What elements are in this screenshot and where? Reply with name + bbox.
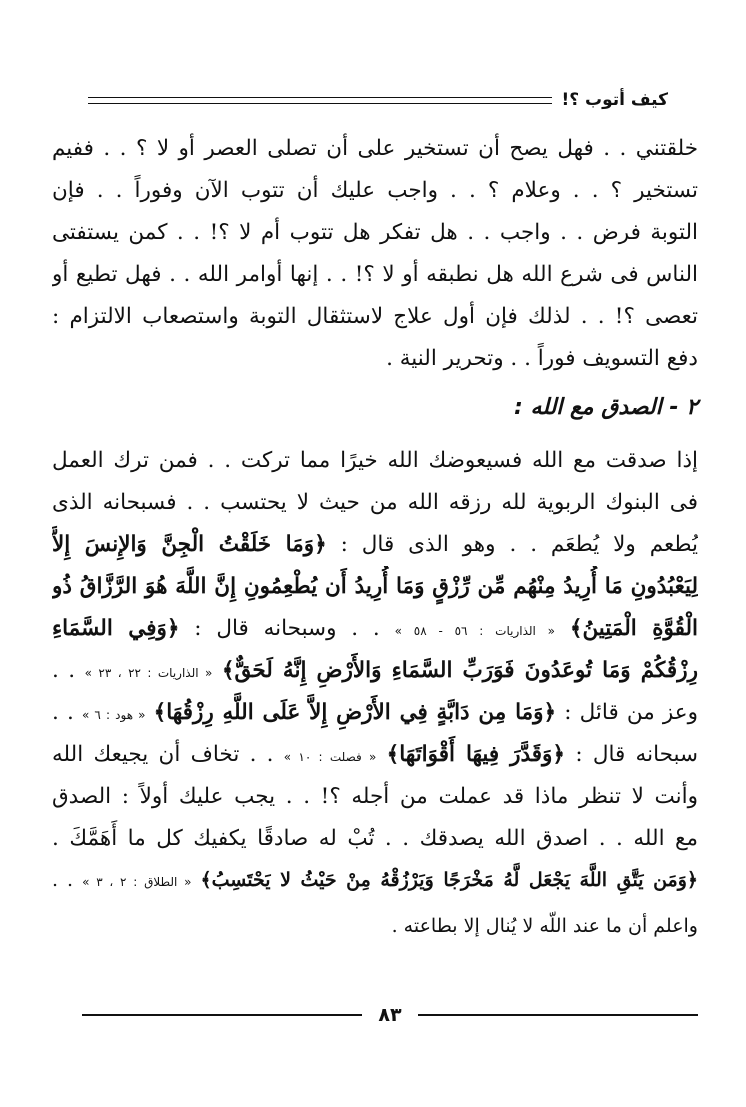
body-text: . . (52, 658, 76, 683)
body-line (52, 650, 698, 692)
page-body (52, 128, 698, 946)
quran-verse: ﴿وَمَا مِن دَابَّةٍ فِي الأَرْضِ إِلاَّ عَلَى اللَّهِ رِزْقُهَا﴾ (153, 700, 557, 725)
body-line: خلقتني . . فهل يصح أن تستخير على أن تصلى العصر أو لا ؟ . . ففيم (52, 136, 698, 161)
body-text: . . وسبحانه قال : (194, 616, 380, 641)
body-text: يُطعم ولا يُطعَم . . وهو الذى قال : (340, 532, 698, 557)
body-line: إذا صدقت مع الله فسيعوضك الله خيرًا مما تركت . . فمن ترك العمل (52, 448, 698, 473)
quran-verse: رِزْقُكُمْ وَمَا تُوعَدُونَ فَوَرَبِّ السَّمَاءِ وَالأَرْضِ إِنَّهُ لَحَقٌّ﴾ (221, 658, 698, 683)
section-heading: ٢ - الصدق مع الله : (514, 395, 698, 420)
running-header-title: كيف أتوب ؟! (561, 90, 668, 110)
body-line (52, 692, 698, 734)
footer-rule-right (418, 1014, 698, 1016)
body-line (52, 524, 698, 566)
body-text: وعز من قائل : (564, 700, 698, 725)
verse-reference: « هود : ٦ » (81, 708, 146, 722)
verse-reference: « الذاريات : ٥٦ - ٥٨ » (394, 624, 556, 638)
body-line (52, 860, 698, 900)
quran-verse: ﴿وَقَدَّرَ فِيهَا أَقْوَاتَهَا﴾ (386, 742, 566, 767)
page-number: ٨٣ (378, 1004, 402, 1026)
verse-reference: « فصلت : ١٠ » (283, 750, 377, 764)
page-footer (82, 1000, 698, 1030)
body-line: الناس فى شرع الله هل نطبقه أو لا ؟! . . إنها أوامر الله . . فهل تطيع أو (52, 262, 698, 287)
body-line (52, 608, 698, 650)
body-line: واعلم أن ما عند اللّه لا يُنال إلا بطاعته . (391, 915, 698, 937)
body-text: . . تخاف أن يجيعك الله (52, 742, 274, 767)
footer-rule-left (82, 1014, 362, 1016)
body-line: تستخير ؟ . . وعلام ؟ . . واجب عليك أن تتوب الآن وفوراً . . فإن (52, 178, 698, 203)
body-text: . . (52, 869, 74, 891)
header-double-rule (88, 97, 552, 104)
verse-reference: « الذاريات : ٢٢ ، ٢٣ » (84, 666, 213, 680)
body-line: وأنت لا تنظر ماذا قد عملت من أجله ؟! . . يجب عليك أولاً : الصدق (52, 784, 698, 809)
quran-verse: ﴿وَمَا خَلَقْتُ الْجِنَّ وَالإِنسَ إِلاَّ (52, 532, 327, 557)
running-header (88, 88, 668, 112)
quran-verse: ﴿وَفِي السَّمَاءِ (52, 616, 180, 641)
body-text: سبحانه قال : (575, 742, 698, 767)
body-line: دفع التسويف فوراً . . وتحرير النية . (386, 346, 698, 371)
body-line: مع الله . . اصدق الله يصدقك . . تُبْ له صادقًا يكفيك كل ما أَهَمَّكَ . (52, 826, 698, 851)
body-line (52, 566, 698, 608)
body-text: . . (52, 700, 74, 725)
body-line: تعصى ؟! . . لذلك فإن أول علاج لاستثقال التوبة واستصعاب الالتزام : (52, 304, 698, 329)
verse-reference: « الطلاق : ٢ ، ٣ » (82, 875, 192, 889)
quran-verse: لِيَعْبُدُونِ مَا أُرِيدُ مِنْهُم مِّن رِّزْقٍ وَمَا أُرِيدُ أَن يُطْعِمُونِ إِنَّ اللَّهَ هُوَ الرَّزَّاقُ ذُو (52, 574, 698, 599)
quran-verse: ﴿وَمَن يَتَّقِ اللَّهَ يَجْعَل لَّهُ مَخْرَجًا وَيَرْزُقْهُ مِنْ حَيْثُ لا يَحْتَسِبُ﴾ (200, 869, 698, 891)
body-line (52, 734, 698, 776)
quran-verse: الْقُوَّةِ الْمَتِينُ﴾ (569, 616, 698, 641)
body-line: فى البنوك الربوية لله رزقه الله من حيث لا يحتسب . . فسبحانه الذى (52, 490, 698, 515)
body-line: التوبة فرض . . واجب . . هل تفكر هل تتوب أم لا ؟! . . كمن يستفتى (52, 220, 698, 245)
